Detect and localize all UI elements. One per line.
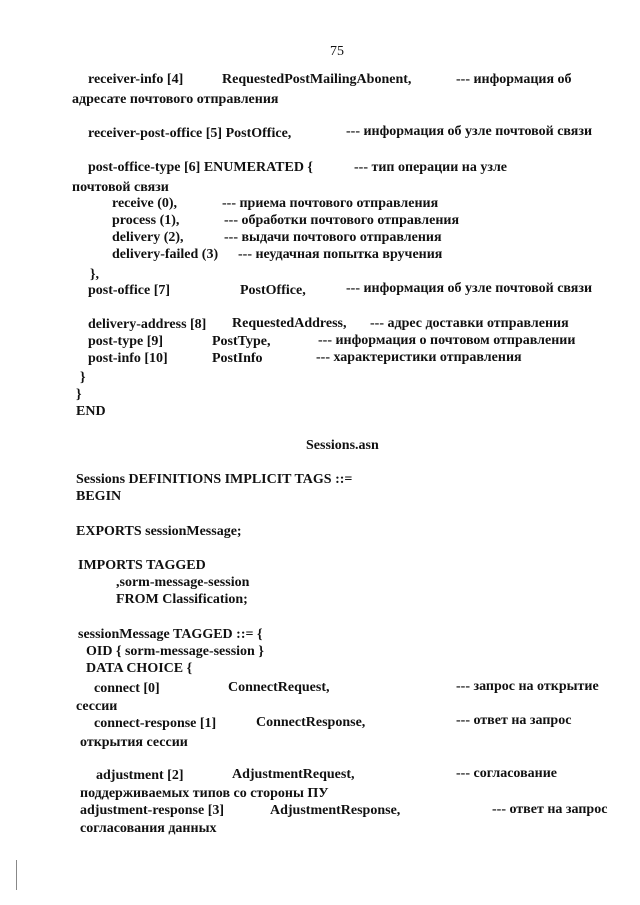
- code-line: sessionMessage TAGGED ::= {: [78, 627, 263, 642]
- comment-line: --- характеристики отправления: [316, 350, 522, 365]
- code-line: PostOffice,: [240, 283, 306, 298]
- code-line: PostInfo: [212, 351, 263, 366]
- code-line: AdjustmentRequest,: [232, 767, 355, 782]
- code-line: }: [76, 387, 82, 402]
- code-line: BEGIN: [76, 489, 122, 504]
- comment-line: адресате почтового отправления: [72, 92, 279, 107]
- code-line: ConnectResponse,: [256, 715, 366, 730]
- code-line: END: [76, 404, 106, 419]
- comment-line: --- обработки почтового отправления: [224, 213, 460, 228]
- code-line: OID { sorm-message-session }: [86, 644, 264, 659]
- code-line: RequestedPostMailingAbonent,: [222, 72, 412, 87]
- code-line: receive (0),: [112, 196, 178, 211]
- code-line: post-office [7]: [88, 283, 171, 298]
- comment-line: --- приема почтового отправления: [222, 196, 439, 211]
- comment-line: открытия сессии: [80, 735, 188, 750]
- code-line: RequestedAddress,: [232, 316, 347, 331]
- code-line: delivery (2),: [112, 230, 184, 245]
- code-line: process (1),: [112, 213, 180, 228]
- comment-line: --- ответ на запрос: [492, 802, 608, 817]
- scan-edge-mark: [16, 860, 17, 890]
- comment-line: --- информация о почтовом отправлении: [318, 333, 576, 348]
- code-line: connect [0]: [94, 681, 160, 696]
- code-line: FROM Classification;: [116, 592, 248, 607]
- comment-line: --- тип операции на узле: [354, 160, 508, 175]
- code-line: ConnectRequest,: [228, 680, 330, 695]
- comment-line: --- информация об узле почтовой связи: [346, 124, 593, 139]
- code-line: Sessions DEFINITIONS IMPLICIT TAGS ::=: [76, 472, 353, 487]
- comment-line: --- адрес доставки отправления: [370, 316, 569, 331]
- code-line: IMPORTS TAGGED: [78, 558, 206, 573]
- comment-line: --- информация об: [456, 72, 572, 87]
- comment-line: --- информация об узле почтовой связи: [346, 281, 593, 296]
- code-line: EXPORTS sessionMessage;: [76, 524, 242, 539]
- code-line: delivery-address [8]: [88, 317, 207, 332]
- comment-line: сессии: [76, 699, 118, 714]
- code-line: receiver-post-office [5] PostOffice,: [88, 126, 292, 141]
- code-line: adjustment [2]: [96, 768, 184, 783]
- code-line: delivery-failed (3): [112, 247, 219, 262]
- code-line: post-type [9]: [88, 334, 164, 349]
- code-line: post-office-type [6] ENUMERATED {: [88, 160, 313, 175]
- code-line: AdjustmentResponse,: [270, 803, 401, 818]
- code-line: connect-response [1]: [94, 716, 217, 731]
- comment-line: --- неудачная попытка вручения: [238, 247, 443, 262]
- code-line: receiver-info [4]: [88, 72, 184, 87]
- code-line: adjustment-response [3]: [80, 803, 225, 818]
- code-line: DATA CHOICE {: [86, 661, 193, 676]
- section-heading: Sessions.asn: [306, 438, 379, 453]
- comment-line: поддерживаемых типов со стороны ПУ: [80, 786, 329, 801]
- comment-line: согласования данных: [80, 821, 217, 836]
- code-line: }: [80, 370, 86, 385]
- code-line: PostType,: [212, 334, 271, 349]
- comment-line: почтовой связи: [72, 180, 169, 195]
- comment-line: --- согласование: [456, 766, 557, 781]
- comment-line: --- выдачи почтового отправления: [224, 230, 442, 245]
- code-line: },: [90, 267, 100, 282]
- code-line: post-info [10]: [88, 351, 168, 366]
- comment-line: --- ответ на запрос: [456, 713, 572, 728]
- code-line: ,sorm-message-session: [116, 575, 250, 590]
- page-number: 75: [330, 44, 344, 59]
- comment-line: --- запрос на открытие: [456, 679, 599, 694]
